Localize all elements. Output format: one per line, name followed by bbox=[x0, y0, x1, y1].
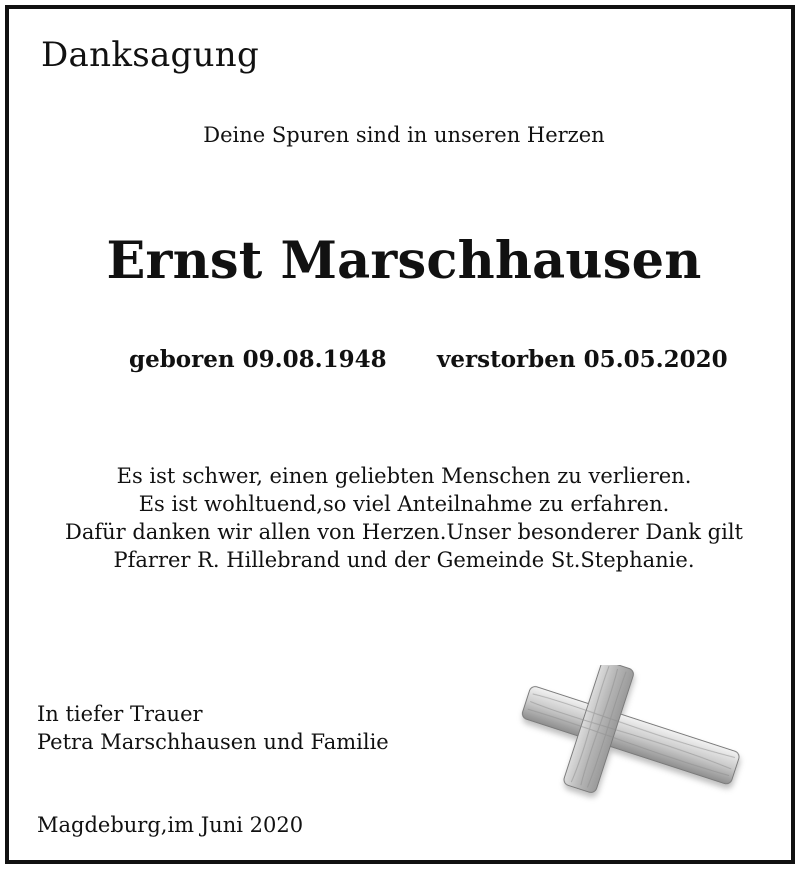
mourners-signature bbox=[37, 700, 389, 756]
message-line: Es ist schwer, einen geliebten Menschen zu verlieren. bbox=[116, 464, 692, 488]
closing-line: In tiefer Trauer bbox=[37, 702, 203, 726]
message-line: Es ist wohltuend,so viel Anteilnahme zu erfahren. bbox=[138, 492, 670, 516]
message-line: Pfarrer R. Hillebrand und der Gemeinde St.Stephanie. bbox=[113, 548, 695, 572]
notice-heading: Danksagung bbox=[41, 35, 260, 75]
thank-you-message bbox=[9, 462, 799, 574]
deceased-name: Ernst Marschhausen bbox=[106, 231, 702, 291]
wooden-cross-icon bbox=[501, 665, 751, 815]
message-line: Dafür danken wir allen von Herzen.Unser besonderer Dank gilt bbox=[65, 520, 743, 544]
place-and-date: Magdeburg,im Juni 2020 bbox=[37, 813, 304, 837]
obituary-notice bbox=[5, 5, 795, 864]
death-date: verstorben 05.05.2020 bbox=[437, 346, 728, 373]
motto-line: Deine Spuren sind in unseren Herzen bbox=[203, 123, 605, 147]
birth-date: geboren 09.08.1948 bbox=[129, 346, 387, 373]
closing-line: Petra Marschhausen und Familie bbox=[37, 730, 389, 754]
